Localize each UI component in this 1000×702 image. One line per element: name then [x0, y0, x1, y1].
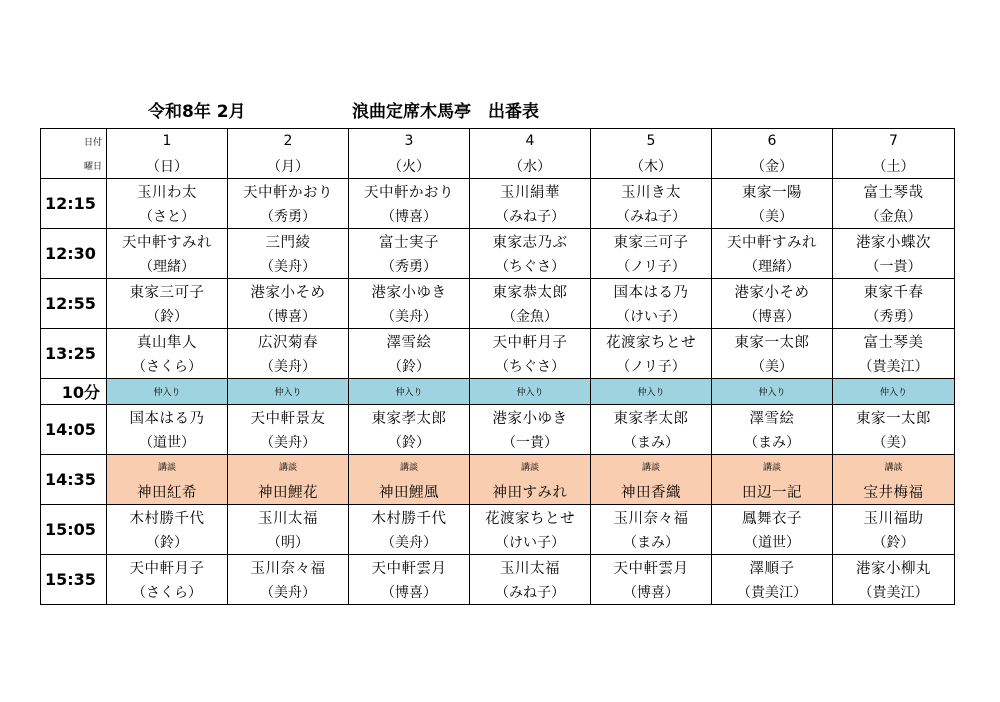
intermission-row	[41, 379, 955, 405]
performer-name: 木村勝千代	[349, 505, 470, 530]
slot-row	[41, 179, 955, 204]
kyokushi-name: （美）	[712, 354, 833, 379]
slot-row	[41, 505, 955, 530]
slot-row	[41, 229, 955, 254]
kyokushi-name: （鈴）	[107, 530, 228, 555]
performer-name: 東家孝太郎	[591, 405, 712, 430]
kyokushi-name: （さと）	[107, 204, 228, 229]
day-cell: 4	[470, 129, 591, 154]
weekday-cell: （金）	[712, 154, 833, 179]
kyokushi-name: （まみ）	[591, 430, 712, 455]
title-date: 令和8年 2月	[148, 102, 246, 122]
kyokushi-name: （ノリ子）	[591, 354, 712, 379]
slot-row	[41, 279, 955, 304]
kodan-row	[41, 455, 955, 479]
slot-time: 12:30	[41, 229, 107, 279]
kodan-label: 講談	[833, 455, 955, 479]
performer-name: 富士琴哉	[833, 179, 955, 204]
kyokushi-name: （美舟）	[349, 530, 470, 555]
kyokushi-name: （美舟）	[228, 254, 349, 279]
performer-name: 玉川わ太	[107, 179, 228, 204]
weekday-cell: （火）	[349, 154, 470, 179]
kyokushi-name: （博喜）	[228, 304, 349, 329]
kyokushi-name: （けい子）	[470, 530, 591, 555]
slot-row-kyokushi	[41, 204, 955, 229]
kyokushi-name: （美舟）	[228, 354, 349, 379]
kyokushi-name: （鈴）	[107, 304, 228, 329]
performer-name: 港家小柳丸	[833, 555, 955, 580]
performer-name: 東家志乃ぶ	[470, 229, 591, 254]
kyokushi-name: （まみ）	[591, 530, 712, 555]
title-name: 浪曲定席木馬亭 出番表	[352, 102, 539, 122]
kodan-performer: 宝井梅福	[833, 479, 955, 505]
kodan-time: 14:35	[41, 455, 107, 505]
kyokushi-name: （ノリ子）	[591, 254, 712, 279]
intermission-cell: 仲入り	[470, 379, 591, 405]
day-cell: 7	[833, 129, 955, 154]
kyokushi-name: （秀勇）	[349, 254, 470, 279]
kyokushi-name: （鈴）	[833, 530, 955, 555]
performer-name: 港家小ゆき	[470, 405, 591, 430]
intermission-cell: 仲入り	[833, 379, 955, 405]
day-cell: 6	[712, 129, 833, 154]
performer-name: 天中軒雲月	[349, 555, 470, 580]
performer-name: 玉川き太	[591, 179, 712, 204]
performer-name: 三門綾	[228, 229, 349, 254]
kyokushi-name: （けい子）	[591, 304, 712, 329]
kyokushi-name: （秀勇）	[833, 304, 955, 329]
kodan-performer: 田辺一記	[712, 479, 833, 505]
kyokushi-name: （理緒）	[107, 254, 228, 279]
header-row-weekday	[41, 154, 955, 179]
slot-row-kyokushi	[41, 354, 955, 379]
performer-name: 東家一太郎	[833, 405, 955, 430]
kyokushi-name: （道世）	[712, 530, 833, 555]
performer-name: 東家恭太郎	[470, 279, 591, 304]
performer-name: 東家一太郎	[712, 329, 833, 354]
intermission-cell: 仲入り	[107, 379, 228, 405]
title-row	[0, 97, 1000, 125]
intermission-cell: 仲入り	[712, 379, 833, 405]
slot-time: 14:05	[41, 405, 107, 455]
kyokushi-name: （鈴）	[349, 430, 470, 455]
performer-name: 花渡家ちとせ	[470, 505, 591, 530]
slot-time: 15:05	[41, 505, 107, 555]
weekday-cell: （土）	[833, 154, 955, 179]
performer-name: 国本はる乃	[107, 405, 228, 430]
performer-name: 木村勝千代	[107, 505, 228, 530]
performer-name: 天中軒景友	[228, 405, 349, 430]
intermission-time: 10分	[41, 379, 107, 405]
day-cell: 1	[107, 129, 228, 154]
kyokushi-name: （まみ）	[712, 430, 833, 455]
kyokushi-name: （博喜）	[591, 580, 712, 605]
performer-name: 天中軒雲月	[591, 555, 712, 580]
performer-name: 天中軒かおり	[228, 179, 349, 204]
kyokushi-name: （博喜）	[349, 204, 470, 229]
performer-name: 港家小そめ	[712, 279, 833, 304]
kyokushi-name: （美舟）	[228, 430, 349, 455]
performer-name: 東家三可子	[591, 229, 712, 254]
kyokushi-name: （鈴）	[349, 354, 470, 379]
slot-time: 12:15	[41, 179, 107, 229]
weekday-cell: （水）	[470, 154, 591, 179]
performer-name: 花渡家ちとせ	[591, 329, 712, 354]
slot-time: 13:25	[41, 329, 107, 379]
kodan-label: 講談	[470, 455, 591, 479]
kyokushi-name: （秀勇）	[228, 204, 349, 229]
weekday-label: 曜日	[41, 154, 107, 179]
kodan-label: 講談	[712, 455, 833, 479]
kyokushi-name: （みね子）	[470, 580, 591, 605]
performer-name: 玉川福助	[833, 505, 955, 530]
slot-time: 12:55	[41, 279, 107, 329]
kyokushi-name: （貴美江）	[833, 580, 955, 605]
kyokushi-name: （一貴）	[833, 254, 955, 279]
program-table	[40, 128, 955, 605]
performer-name: 天中軒月子	[470, 329, 591, 354]
kyokushi-name: （ちぐさ）	[470, 354, 591, 379]
kyokushi-name: （みね子）	[591, 204, 712, 229]
slot-row-kyokushi	[41, 530, 955, 555]
performer-name: 玉川奈々福	[228, 555, 349, 580]
performer-name: 東家三可子	[107, 279, 228, 304]
kodan-performer: 神田紅希	[107, 479, 228, 505]
kyokushi-name: （明）	[228, 530, 349, 555]
slot-row	[41, 405, 955, 430]
kodan-label: 講談	[349, 455, 470, 479]
kyokushi-name: （美舟）	[349, 304, 470, 329]
slot-row-kyokushi	[41, 580, 955, 605]
slot-time: 15:35	[41, 555, 107, 605]
performer-name: 国本はる乃	[591, 279, 712, 304]
kodan-performer: 神田鯉花	[228, 479, 349, 505]
intermission-cell: 仲入り	[228, 379, 349, 405]
slot-row-kyokushi	[41, 430, 955, 455]
performer-name: 港家小蝶次	[833, 229, 955, 254]
kodan-label: 講談	[591, 455, 712, 479]
performer-name: 天中軒月子	[107, 555, 228, 580]
performer-name: 澤雪絵	[712, 405, 833, 430]
performer-name: 天中軒かおり	[349, 179, 470, 204]
slot-row-kyokushi	[41, 254, 955, 279]
performer-name: 玉川太福	[228, 505, 349, 530]
performer-name: 東家一陽	[712, 179, 833, 204]
kodan-row-names	[41, 479, 955, 505]
performer-name: 富士琴美	[833, 329, 955, 354]
performer-name: 東家千春	[833, 279, 955, 304]
intermission-cell: 仲入り	[591, 379, 712, 405]
kyokushi-name: （美舟）	[228, 580, 349, 605]
kyokushi-name: （美）	[712, 204, 833, 229]
kyokushi-name: （道世）	[107, 430, 228, 455]
performer-name: 玉川絹華	[470, 179, 591, 204]
kyokushi-name: （貴美江）	[712, 580, 833, 605]
slot-row-kyokushi	[41, 304, 955, 329]
kyokushi-name: （金魚）	[470, 304, 591, 329]
kodan-label: 講談	[228, 455, 349, 479]
kyokushi-name: （さくら）	[107, 354, 228, 379]
kyokushi-name: （博喜）	[712, 304, 833, 329]
kodan-performer: 神田鯉風	[349, 479, 470, 505]
performer-name: 天中軒すみれ	[712, 229, 833, 254]
kyokushi-name: （金魚）	[833, 204, 955, 229]
performer-name: 港家小ゆき	[349, 279, 470, 304]
slot-row	[41, 555, 955, 580]
kodan-performer: 神田すみれ	[470, 479, 591, 505]
performer-name: 広沢菊春	[228, 329, 349, 354]
kyokushi-name: （理緒）	[712, 254, 833, 279]
day-cell: 2	[228, 129, 349, 154]
day-cell: 3	[349, 129, 470, 154]
performer-name: 澤雪絵	[349, 329, 470, 354]
kyokushi-name: （ちぐさ）	[470, 254, 591, 279]
performer-name: 東家孝太郎	[349, 405, 470, 430]
kyokushi-name: （一貴）	[470, 430, 591, 455]
performer-name: 天中軒すみれ	[107, 229, 228, 254]
performer-name: 澤順子	[712, 555, 833, 580]
day-cell: 5	[591, 129, 712, 154]
performer-name: 鳳舞衣子	[712, 505, 833, 530]
kodan-performer: 神田香織	[591, 479, 712, 505]
kyokushi-name: （さくら）	[107, 580, 228, 605]
day-label: 日付	[41, 129, 107, 154]
header-row-date	[41, 129, 955, 154]
kyokushi-name: （みね子）	[470, 204, 591, 229]
slot-row	[41, 329, 955, 354]
weekday-cell: （木）	[591, 154, 712, 179]
performer-name: 港家小そめ	[228, 279, 349, 304]
intermission-cell: 仲入り	[349, 379, 470, 405]
kyokushi-name: （貴美江）	[833, 354, 955, 379]
kodan-label: 講談	[107, 455, 228, 479]
performer-name: 真山隼人	[107, 329, 228, 354]
performer-name: 富士実子	[349, 229, 470, 254]
performer-name: 玉川奈々福	[591, 505, 712, 530]
performer-name: 玉川太福	[470, 555, 591, 580]
kyokushi-name: （美）	[833, 430, 955, 455]
kyokushi-name: （博喜）	[349, 580, 470, 605]
weekday-cell: （日）	[107, 154, 228, 179]
weekday-cell: （月）	[228, 154, 349, 179]
